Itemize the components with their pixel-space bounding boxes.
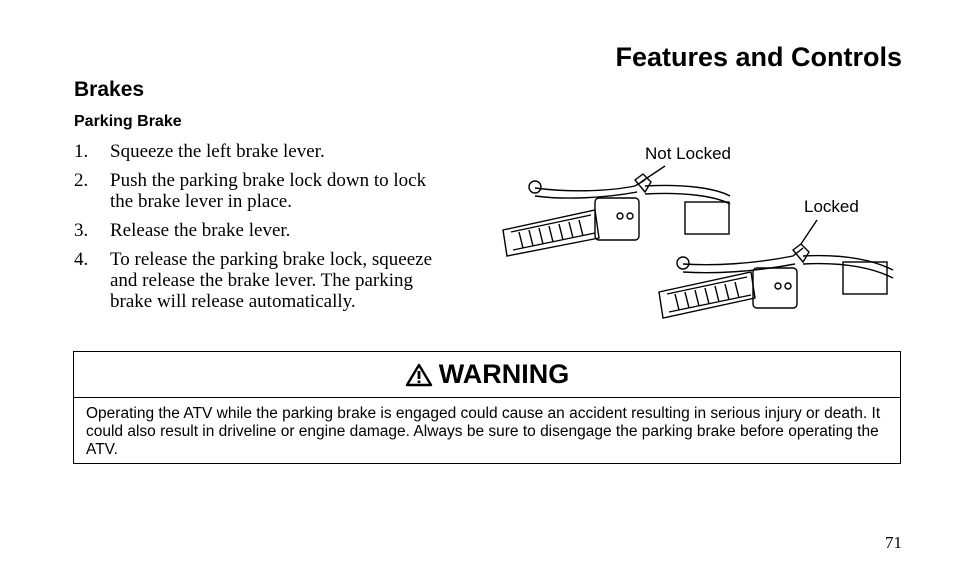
list-item bbox=[74, 220, 434, 241]
step-text: Push the parking brake lock down to lock the brake lever in place. bbox=[110, 170, 427, 212]
warning-title: WARNING bbox=[438, 359, 570, 389]
handlebar-illustration bbox=[495, 140, 905, 320]
step-number: 1. bbox=[74, 141, 89, 162]
warning-text: Operating the ATV while the parking brake is engaged could cause an accident resulting in serious injury or death. It could also result in driveline or engine damage. Always be sure to disengage the parking brake before operating the ATV. bbox=[86, 405, 881, 458]
step-text: Squeeze the left brake lever. bbox=[110, 141, 325, 162]
handlebar-not-locked bbox=[503, 174, 730, 256]
step-number: 2. bbox=[74, 170, 89, 191]
list-item bbox=[74, 249, 434, 312]
step-number: 3. bbox=[74, 220, 89, 241]
page-header-title: Features and Controls bbox=[615, 42, 902, 72]
warning-header bbox=[74, 352, 900, 398]
step-text: To release the parking brake lock, squeeze and release the brake lever. The parking brake will release automatically. bbox=[110, 249, 433, 312]
warning-box bbox=[73, 351, 901, 464]
label-not-locked: Not Locked bbox=[645, 144, 731, 163]
leader-line-not-locked bbox=[641, 166, 665, 182]
leader-line-locked bbox=[801, 220, 817, 244]
page-number: 71 bbox=[885, 533, 902, 552]
step-number: 4. bbox=[74, 249, 89, 270]
section-title: Brakes bbox=[74, 78, 145, 101]
list-item bbox=[74, 141, 434, 162]
steps-list bbox=[74, 141, 434, 320]
warning-triangle-icon bbox=[405, 363, 433, 387]
subsection-title: Parking Brake bbox=[74, 113, 182, 130]
list-item bbox=[74, 170, 434, 212]
label-locked: Locked bbox=[804, 197, 859, 216]
step-text: Release the brake lever. bbox=[110, 220, 291, 241]
brake-lever-figure bbox=[495, 140, 905, 320]
handlebar-locked bbox=[659, 244, 893, 318]
